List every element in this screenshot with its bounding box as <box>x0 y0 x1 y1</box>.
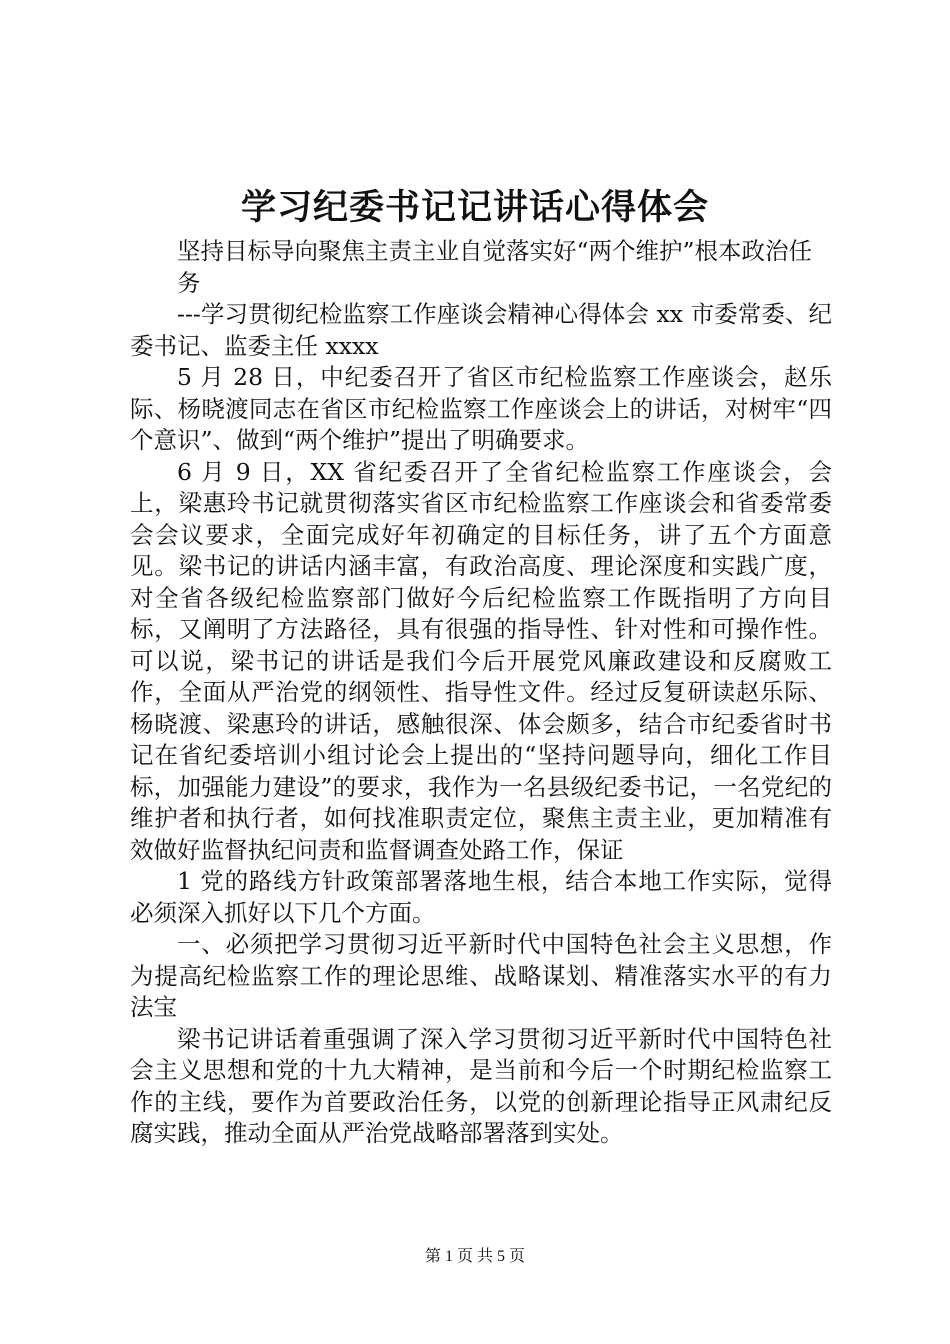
page-footer: 第 1 页 共 5 页 <box>424 1248 525 1265</box>
paragraph-implementation: 1 党的路线方针政策部署落地生根，结合本地工作实际，觉得必须深入抓好以下几个方面。 <box>130 867 832 927</box>
paragraph-may-meeting: 5 月 28 日，中纪委召开了省区市纪检监察工作座谈会，赵乐际、杨晓渡同志在省区市纪检监察工作座谈会上的讲话，对树牢“四个意识”、做到“两个维护”提出了明确要求。 <box>130 363 832 454</box>
document-body <box>130 236 832 1150</box>
paragraph-subtitle-line2: 务 <box>177 268 201 297</box>
document-title: 学习纪委书记记讲话心得体会 <box>240 187 709 228</box>
paragraph-author-line: ---学习贯彻纪检监察工作座谈会精神心得体会 xx 市委常委、纪委书记、监委主任 xxxx <box>130 300 832 360</box>
paragraph-subtitle-line1: 坚持目标导向聚焦主责主业自觉落实好“两个维护”根本政治任 <box>177 237 813 265</box>
paragraph-section-one-body: 梁书记讲话着重强调了深入学习贯彻习近平新时代中国特色社会主义思想和党的十九大精神，是当前和今后一个时期纪检监察工作的主线，要作为首要政治任务，以党的创新理论指导正风肃纪反腐实践，推动全面从严治党战略部署落到实处。 <box>130 1024 832 1147</box>
section-heading-one: 一、必须把学习贯彻习近平新时代中国特色社会主义思想，作为提高纪检监察工作的理论思维、战略谋划、精准落实水平的有力法宝 <box>130 930 832 1021</box>
paragraph-june-meeting: 6 月 9 日，XX 省纪委召开了全省纪检监察工作座谈会，会上，梁惠玲书记就贯彻落实省区市纪检监察工作座谈会和省委常委会会议要求，全面完成好年初确定的目标任务，讲了五个方面意见。梁书记的讲话内涵丰富，有政治高度、理论深度和实践广度，对全省各级纪检监察部门做好今后纪检监察工作既指明了方向目标，又阐明了方法路径，具有很强的指导性、针对性和可操作性。可以说，梁书记的讲话是我们今后开展党风廉政建设和反腐败工作，全面从严治党的纲领性、指导性文件。经过反复研读赵乐际、杨晓渡、梁惠玲的讲话，感触很深、体会颇多，结合市纪委省时书记在省纪委培训小组讨论会上提出的“坚持问题导向，细化工作目标，加强能力建设”的要求，我作为一名县级纪委书记，一名党纪的维护者和执行者，如何找准职责定位，聚焦主责主业，更加精准有效做好监督执纪问责和监督调查处路工作，保证 <box>130 457 832 864</box>
